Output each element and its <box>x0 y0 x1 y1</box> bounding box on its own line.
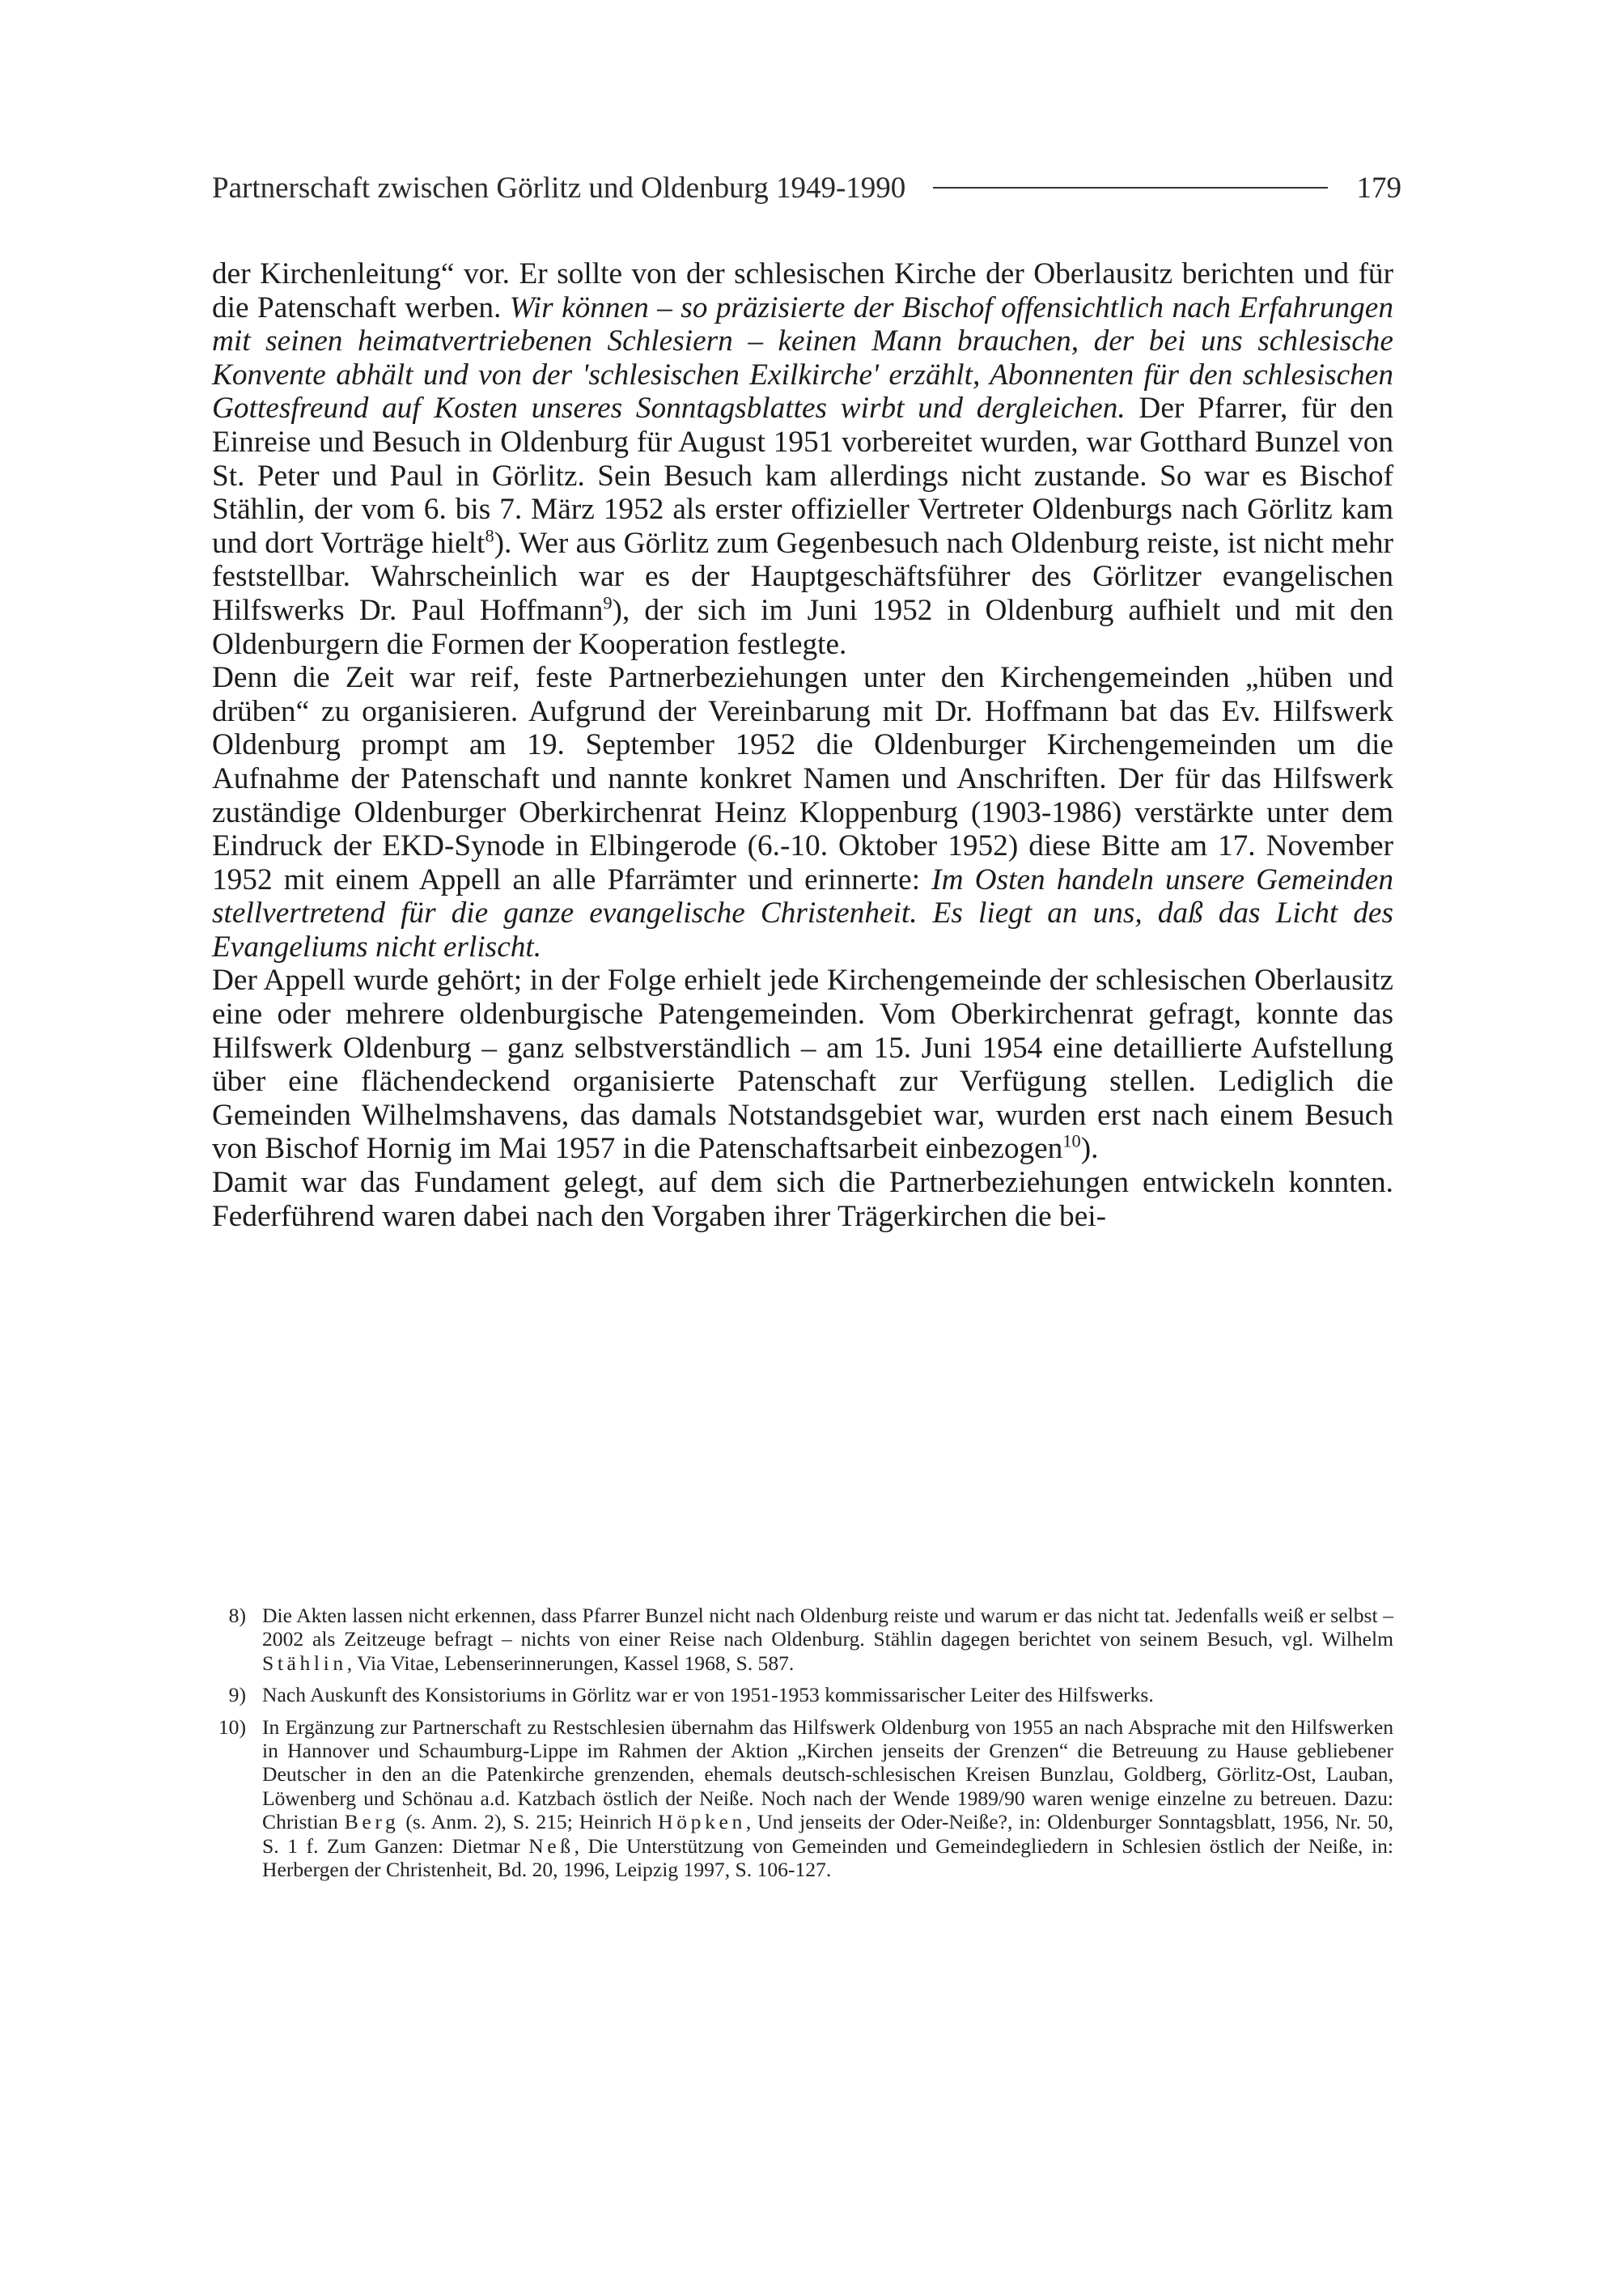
text-run: ), der sich im Juni 1952 in Oldenburg aufhielt und mit den Oldenburgern die Formen der Kooperation festlegte. <box>212 593 1393 661</box>
text-run: ). <box>1080 1132 1099 1166</box>
footnote-number: 9 ) <box>212 1683 262 1706</box>
author-name: Neß <box>528 1833 575 1858</box>
text-run: Der Pfarrer, für den Einreise und Besuch in Oldenburg für August 1951 vorbereitet wurden, war Gotthard Bunzel von St. Peter und Paul in Görlitz. Sein Besuch kam allerdings nicht zustande. So war es Bischof Stählin, der vom 6. bis 7. März 1952 als erster offizieller Vertreter Oldenburgs nach Görlitz kam und dort Vorträge hielt <box>212 392 1393 560</box>
text-run: , Und jenseits der Oder-Neiße?, in: Oldenburger Sonntagsblatt, 1956, Nr. 50, S. 1 f. Zum Ganzen: Dietmar <box>262 1810 1393 1858</box>
paragraph-4 <box>212 1166 1393 1233</box>
footnote-text <box>262 1604 1393 1675</box>
main-text <box>212 257 1393 1233</box>
footnote-9 <box>212 1683 1393 1706</box>
quote-italic: keinen Mann brauchen, der bei uns schlesische Konvente abhält und von der 'schlesischen Exilkirche' erzählt, Abonnenten für den schlesischen Gottesfreund auf Kosten unseres Sonntagsblattes wirbt und dergleichen. <box>212 324 1393 426</box>
text-run: In Ergänzung zur Partnerschaft zu Restschlesien übernahm das Hilfswerk Oldenburg von 1955 an nach Absprache mit den Hilfswerken in Hannover und Schaumburg-Lippe im Rahmen der Aktion „Kirchen jenseits der Grenzen“ die Betreuung zu Hause gebliebener Deutscher in den an die Patenkirche grenzenden, ehemals deutsch-schlesischen Kreisen Bunzlau, Goldberg, Görlitz-Ost, Lauban, Löwenberg und Schönau a.d. Katzbach östlich der Neiße. Noch nach der Wende 1989/90 waren wenige einzelne zu betreuen. Dazu: Christian <box>262 1714 1393 1834</box>
footnote-number: 10 ) <box>212 1715 262 1882</box>
author-name: Höpken <box>658 1810 746 1834</box>
paragraph-2 <box>212 661 1393 964</box>
footnote-text <box>262 1715 1393 1882</box>
page-number: 179 <box>1356 171 1401 205</box>
footnotes <box>212 1604 1393 1889</box>
paragraph-1 <box>212 257 1393 661</box>
footnote-text: Nach Auskunft des Konsistoriums in Görlitz war er von 1951-1953 kommissarischer Leiter des Hilfswerks. <box>262 1683 1154 1707</box>
footnote-ref-10: 10 <box>1062 1131 1081 1152</box>
text-run: , Die Unterstützung von Gemeinden und Gemeindegliedern in Schlesien östlich der Neiße, in: Herbergen der Christenheit, Bd. 20, 1996, Leipzig 1997, S. 106-127. <box>262 1833 1393 1882</box>
footnote-10 <box>212 1715 1393 1882</box>
header-rule <box>933 187 1327 189</box>
text-run: Damit war das Fundament gelegt, auf dem sich die Partnerbeziehungen entwickeln konnten. Federführend waren dabei nach den Vorgaben ihrer Trägerkirchen die bei- <box>212 1166 1393 1233</box>
author-name: Berg <box>344 1810 400 1834</box>
quote-italic: Im Osten handeln unsere Gemeinden stellvertretend für die ganze evangelische Christenheit. Es liegt an uns, daß das Licht des Evangeliums nicht erlischt. <box>212 863 1394 964</box>
text-run: , Via Vitae, Lebenserinnerungen, Kassel 1968, S. 587. <box>346 1651 795 1675</box>
footnote-ref-8: 8 <box>485 525 494 546</box>
footnote-ref-9: 9 <box>603 592 613 613</box>
text-run: ). Wer aus Görlitz zum Gegenbesuch nach Oldenburg reiste, ist nicht mehr feststellbar. Wahrscheinlich war es der Hauptgeschäftsführer des Görlitzer evangelischen Hilfswerks Dr. Paul Hoffmann <box>212 526 1394 627</box>
running-head <box>212 168 1401 207</box>
text-run: der Kirchenleitung“ vor. Er sollte von der schlesischen Kirche der Oberlausitz berichten und für die Patenschaft werben. <box>212 257 1393 324</box>
footnote-number: 8 ) <box>212 1604 262 1675</box>
paragraph-3 <box>212 964 1393 1166</box>
text-run: Der Appell wurde gehört; in der Folge erhielt jede Kirchengemeinde der schlesischen Oberlausitz eine oder mehrere oldenburgische Patengemeinden. Vom Oberkirchenrat gefragt, konnte das Hilfswerk Oldenburg – ganz selbstverständlich – am 15. Juni 1954 eine detaillierte Aufstellung über eine flächendeckend organisierte Patenschaft zur Verfügung stellen. Lediglich die Gemeinden Wilhelmshavens, das damals Notstandsgebiet war, wurden erst nach einem Besuch von Bischof Hornig im Mai 1957 in die Patenschaftsarbeit einbezogen <box>212 964 1393 1166</box>
text-run: Die Akten lassen nicht erkennen, dass Pfarrer Bunzel nicht nach Oldenburg reiste und warum er das nicht tat. Jedenfalls weiß er selbst – 2002 als Zeitzeuge befragt – nichts von einer Reise nach Oldenburg. Stählin dagegen berichtet von seinem Besuch, vgl. Wilhelm <box>262 1604 1393 1651</box>
text-run: Denn die Zeit war reif, feste Partnerbeziehungen unter den Kirchengemeinden „hüben und drüben“ zu organisieren. Aufgrund der Vereinbarung mit Dr. Hoffmann bat das Ev. Hilfswerk Oldenburg prompt am 19. September 1952 die Oldenburger Kirchengemeinden um die Aufnahme der Patenschaft und nannte konkret Namen und Anschriften. Der für das Hilfswerk zuständige Oldenburger Oberkirchenrat Heinz Kloppenburg (1903-1986) verstärkte unter dem Eindruck der EKD-Synode in Elbingerode (6.-10. Oktober 1952) diese Bitte am 17. November 1952 mit einem Appell an alle Pfarrämter und erinnerte: <box>212 661 1393 896</box>
quote-italic: Wir können – so präzisierte der Bischof offensichtlich nach Erfahrungen mit seinen heimatvertriebenen Schlesiern – <box>212 290 1393 358</box>
author-name: Stählin <box>262 1651 347 1675</box>
running-head-title: Partnerschaft zwischen Görlitz und Oldenburg 1949-1990 <box>212 171 906 205</box>
footnote-8 <box>212 1604 1393 1675</box>
text-run: (s. Anm. 2), S. 215; Heinrich <box>399 1810 659 1834</box>
